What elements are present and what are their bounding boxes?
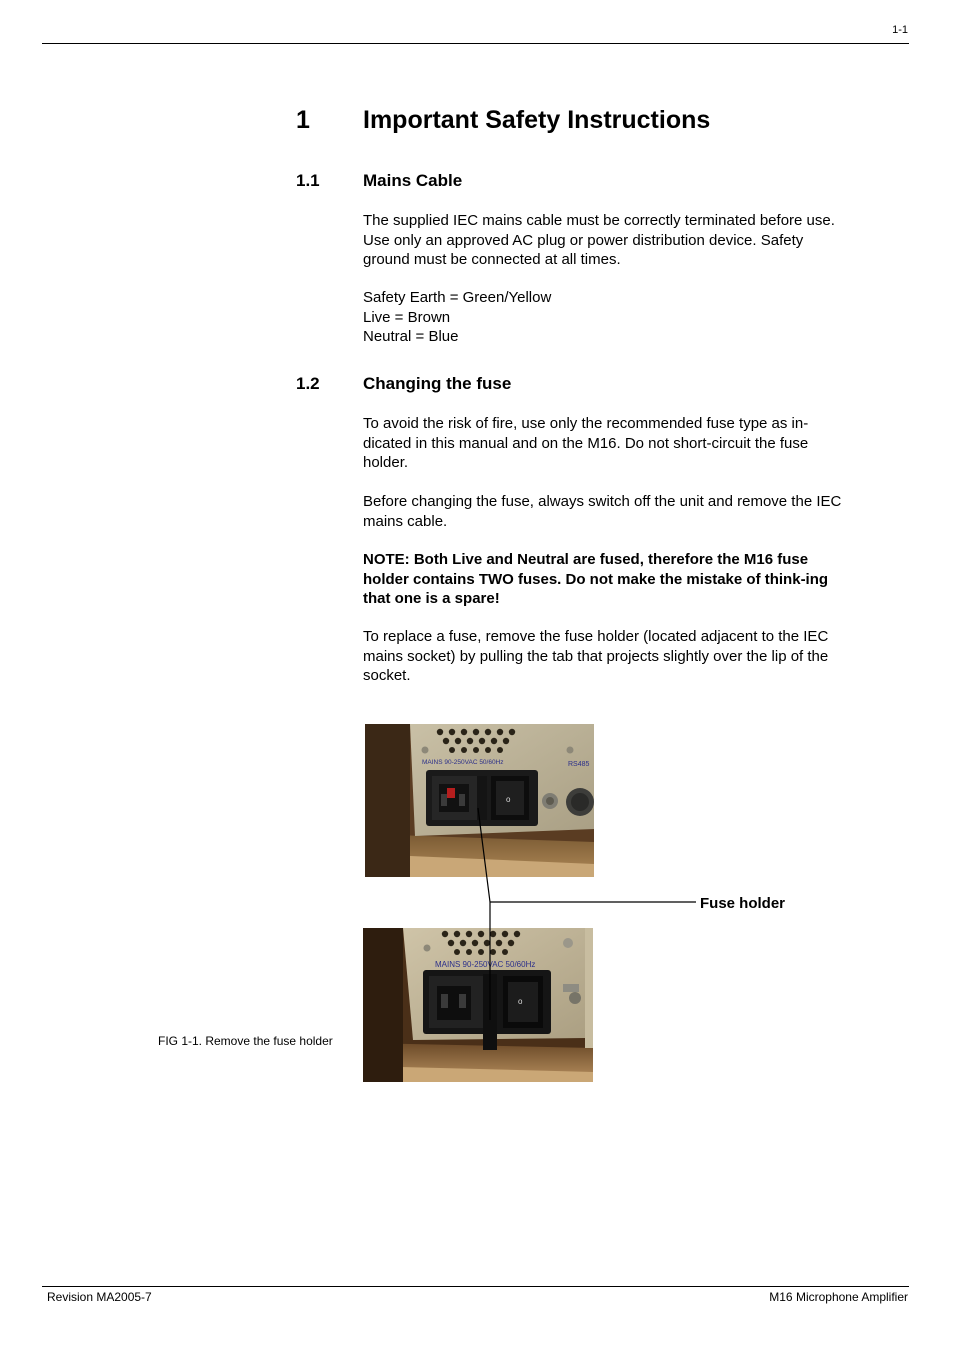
switch-symbol: o [518, 997, 523, 1006]
footer-revision: Revision MA2005-7 [47, 1290, 152, 1304]
section-title: Mains Cable [363, 171, 463, 190]
rs485-label: RS485 [568, 761, 590, 768]
mains-rating-label: MAINS 90-250VAC 50/60Hz [422, 759, 504, 766]
section-title: Changing the fuse [363, 374, 512, 393]
chapter-title: Important Safety Instructions [363, 106, 711, 134]
figure-caption: FIG 1-1. Remove the fuse holder [158, 1034, 333, 1048]
switch-symbol: o [506, 795, 511, 804]
fuse-holder-callout-label: Fuse holder [700, 895, 786, 912]
paragraph: To replace a fuse, remove the fuse holder (located adjacent to the IEC mains socket) by pulling the tab that projects slightly over the lip of the socket. [363, 628, 829, 684]
paragraph: To avoid the risk of fire, use only the recommended fuse type as in-dicated in this manual and on the M16. Do not short-circuit the fuse holder. [363, 415, 809, 471]
paragraph: The supplied IEC mains cable must be correctly terminated before use. Use only an approved AC plug or power distribution device. Safety ground must be connected at all times. [363, 212, 835, 268]
mains-rating-label: MAINS 90-250VAC 50/60Hz [435, 960, 536, 969]
paragraph: Safety Earth = Green/Yellow [363, 289, 552, 306]
page-number: 1-1 [892, 24, 908, 36]
note-paragraph: NOTE: Both Live and Neutral are fused, therefore the M16 fuse holder contains TWO fuses. Do not make the mistake of think-ing that one is a spare! [363, 551, 829, 607]
chapter-number: 1 [296, 106, 310, 134]
section-number: 1.1 [296, 171, 320, 190]
paragraph: Neutral = Blue [363, 328, 459, 345]
paragraph: Live = Brown [363, 308, 451, 326]
section-number: 1.2 [296, 374, 320, 393]
paragraph: Before changing the fuse, always switch off the unit and remove the IEC mains cable. [363, 493, 842, 530]
footer-product: M16 Microphone Amplifier [769, 1290, 908, 1304]
footer-rule [42, 1286, 909, 1287]
